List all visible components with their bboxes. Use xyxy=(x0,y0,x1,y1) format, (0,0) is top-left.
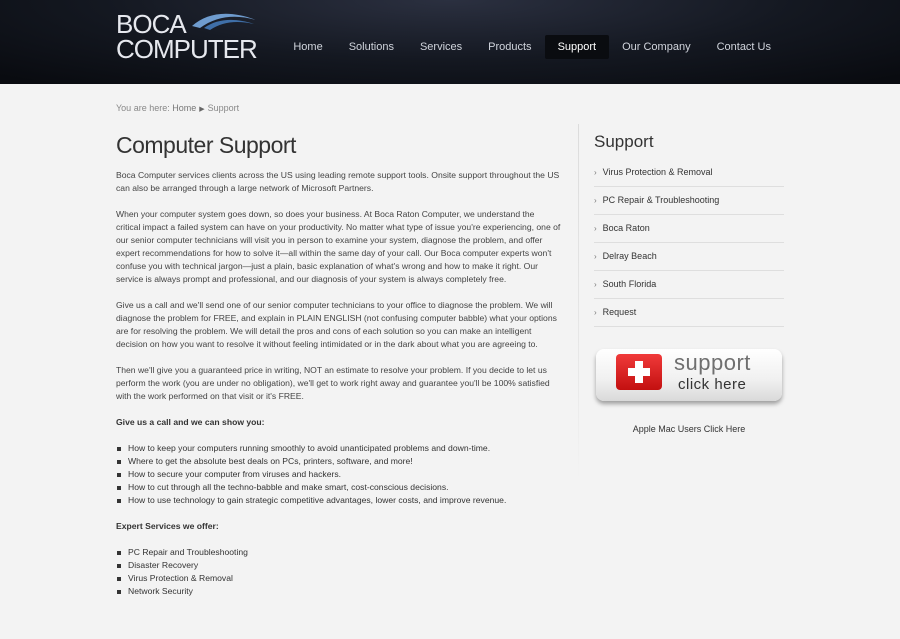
nav-home[interactable]: Home xyxy=(293,41,323,53)
support-click-here-button[interactable] xyxy=(596,349,782,401)
sidebar-item-delray-beach[interactable] xyxy=(594,243,784,271)
swoosh-icon xyxy=(190,10,258,32)
sidebar-item-request[interactable] xyxy=(594,299,784,327)
breadcrumb-prefix: You are here: xyxy=(116,103,170,113)
breadcrumb-arrow-icon: ▶ xyxy=(199,106,205,113)
nav-our-company[interactable]: Our Company xyxy=(622,41,691,53)
sidebar-item-virus-protection[interactable] xyxy=(594,159,784,187)
chevron-right-icon: › xyxy=(594,196,597,205)
chevron-right-icon: › xyxy=(594,308,597,317)
sidebar xyxy=(594,128,784,327)
nav-support[interactable]: Support xyxy=(545,35,610,59)
apple-mac-users-link[interactable]: Apple Mac Users Click Here xyxy=(632,424,746,434)
list-item: How to keep your computers running smoothly to avoid unanticipated problems and down-time. xyxy=(116,442,561,455)
breadcrumb-home-link[interactable]: Home xyxy=(172,103,197,113)
medical-cross-icon xyxy=(616,354,662,390)
logo-line-2: COMPUTER xyxy=(116,34,257,64)
sidebar-item-label: Delray Beach xyxy=(602,251,657,261)
support-banner-word: support xyxy=(674,350,751,375)
sidebar-item-pc-repair[interactable] xyxy=(594,187,784,215)
nav-services[interactable]: Services xyxy=(419,41,463,53)
chevron-right-icon: › xyxy=(594,168,597,177)
site-header xyxy=(0,0,900,84)
list-item: Network Security xyxy=(116,585,561,598)
chevron-right-icon: › xyxy=(594,280,597,289)
services-heading: Expert Services we offer: xyxy=(116,521,219,531)
body-paragraph: Give us a call and we'll send one of our senior computer technicians to your office to diagnose the problem. We will diagnose the problem for FREE, and explain in PLAIN ENGLISH (not confusing computer babble) what your options are for resolving the problem. We will detail the pros and cons of each solution so you can make an intelligent decision on how you want to resolve it without feeling intimidated or in the dark about what you are agreeing to. xyxy=(116,300,557,349)
main-content xyxy=(116,128,561,602)
nav-products[interactable]: Products xyxy=(488,41,532,53)
list-item: Disaster Recovery xyxy=(116,559,561,572)
show-you-list xyxy=(116,442,561,507)
chevron-right-icon: › xyxy=(594,252,597,261)
sidebar-item-south-florida[interactable] xyxy=(594,271,784,299)
sidebar-title: Support xyxy=(594,132,654,151)
list-item: How to secure your computer from viruses and hackers. xyxy=(116,468,561,481)
sidebar-item-label: Request xyxy=(602,307,637,317)
column-divider xyxy=(578,124,579,480)
list-item: How to cut through all the techno-babble and make smart, cost-conscious decisions. xyxy=(116,481,561,494)
sidebar-item-label: South Florida xyxy=(602,279,657,289)
nav-solutions[interactable]: Solutions xyxy=(348,41,394,53)
logo-line-1: BOCA xyxy=(116,9,186,39)
list-item: PC Repair and Troubleshooting xyxy=(116,546,561,559)
sidebar-item-label: Boca Raton xyxy=(602,223,650,233)
body-paragraph: When your computer system goes down, so does your business. At Boca Raton Computer, we understand the critical impact a failed system can have on your productivity. No matter what type of issue you're experiencing, one of our senior computer technicians will visit you in person to examine your system, diagnose the problem, and offer expert recommendations for how to solve it—all within the same day of your call. Our Boca computer experts won't confuse you with technical jargon—just a plain, basic explanation of what's wrong and how to make it right. Our service is always prompt and professional, and our diagnosis of your system is always completely free. xyxy=(116,209,561,284)
list-item: How to use technology to gain strategic competitive advantages, lower costs, and improve revenue. xyxy=(116,494,561,507)
list-item: Virus Protection & Removal xyxy=(116,572,561,585)
breadcrumb-current: Support xyxy=(207,103,240,113)
support-banner-sub: click here xyxy=(678,376,747,393)
intro-paragraph: Boca Computer services clients across the US using leading remote support tools. Onsite support throughout the US can also be arranged through a large network of Microsoft Partners. xyxy=(116,170,560,193)
breadcrumb xyxy=(116,103,239,113)
services-list xyxy=(116,546,561,598)
logo[interactable] xyxy=(116,8,266,68)
sidebar-item-label: Virus Protection & Removal xyxy=(602,167,713,177)
nav-contact-us[interactable]: Contact Us xyxy=(716,41,771,53)
page-title: Computer Support xyxy=(116,132,296,158)
sidebar-item-boca-raton[interactable] xyxy=(594,215,784,243)
chevron-right-icon: › xyxy=(594,224,597,233)
main-nav xyxy=(280,35,784,59)
sidebar-item-label: PC Repair & Troubleshooting xyxy=(602,195,720,205)
list-item: Where to get the absolute best deals on PCs, printers, software, and more! xyxy=(116,455,561,468)
body-paragraph: Then we'll give you a guaranteed price in writing, NOT an estimate to resolve your problem. If you decide to let us perform the work (you are under no obligation), we'll get to work right away and guarantee you'll be 100% satisfied with the work performed on that visit or it's FREE. xyxy=(116,365,550,401)
show-you-heading: Give us a call and we can show you: xyxy=(116,417,265,427)
